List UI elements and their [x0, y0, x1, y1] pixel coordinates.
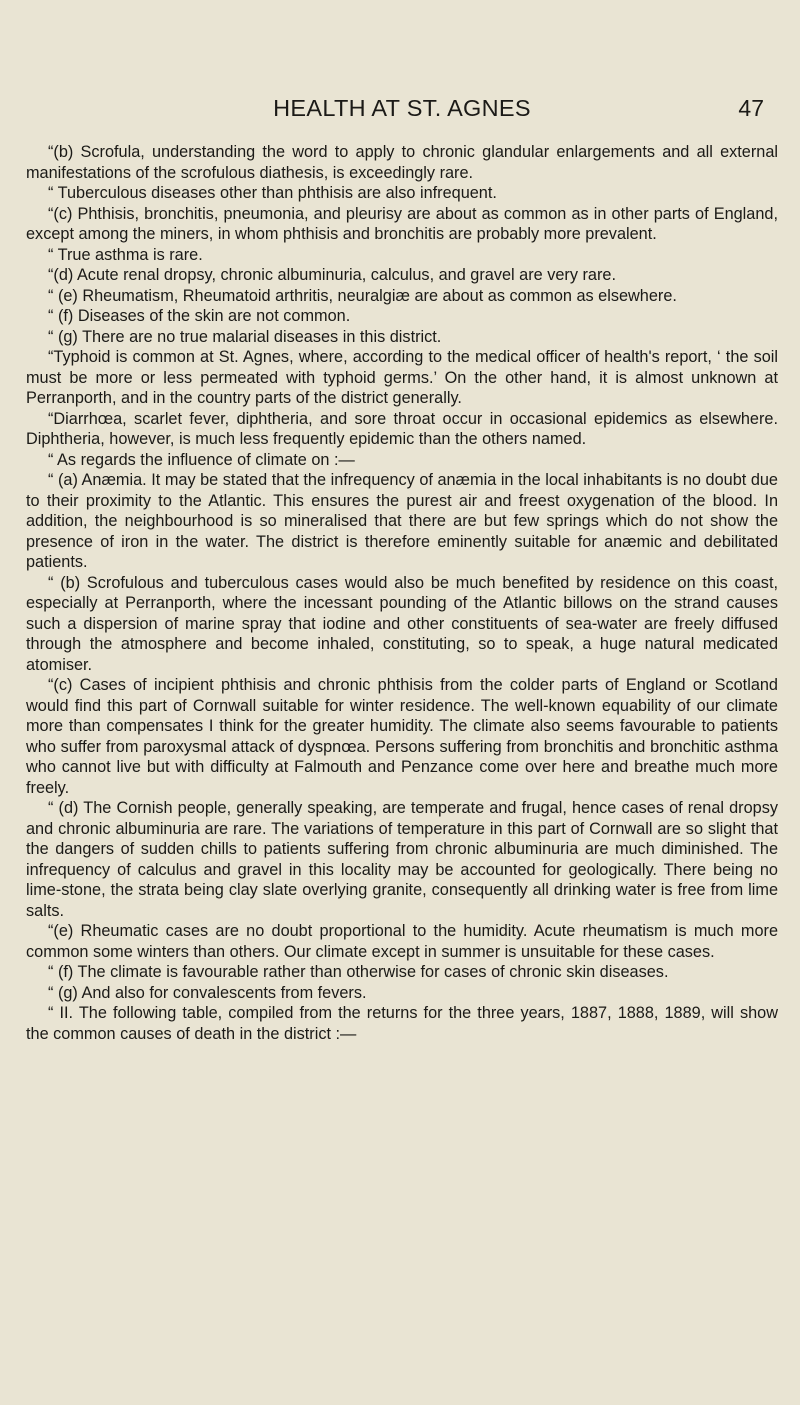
paragraph-phthisis: “(c) Phthisis, bronchitis, pneumonia, and pleurisy are about as common as in other parts of England, except among the miners, in whom phthisis and bronchitis are probably more prevalent. — [26, 204, 778, 243]
running-head — [26, 92, 778, 124]
paragraph-diarrhoea: “Diarrhœa, scarlet fever, diphtheria, and sore throat occur in occasional epidemics as elsewhere. Diphtheria, however, is much less frequently epidemic than the others named. — [26, 409, 778, 448]
page-number: 47 — [738, 95, 764, 121]
paragraph-tuberculous: “ Tuberculous diseases other than phthisis are also infrequent. — [48, 184, 497, 202]
paragraph-rheumatism: “ (e) Rheumatism, Rheumatoid arthritis, neuralgiæ are about as common as elsewhere. — [48, 286, 677, 305]
paragraph-convalescents: “ (g) And also for convalescents from fevers. — [48, 983, 367, 1002]
paragraph-table-intro: “ II. The following table, compiled from the returns for the three years, 1887, 1888, 1889, will show the common causes of death in the district :— — [26, 1004, 778, 1043]
paragraph-skin-cases: “ (f) The climate is favourable rather than otherwise for cases of chronic skin diseases. — [48, 963, 669, 981]
paragraph-rheumatic-cases: “(e) Rheumatic cases are no doubt proportional to the humidity. Acute rheumatism is much more common some winters than others. Our climate except in summer is unsuitable for these cases. — [26, 922, 778, 961]
paragraph-phthisis-cases: “(c) Cases of incipient phthisis and chronic phthisis from the colder parts of England or Scotland would find this part of Cornwall suitable for winter residence. The well-known equability of our climate more than compensates I think for the greater humidity. The climate also seems favourable to patients who suffer from paroxysmal attack of dyspnœa. Persons suffering from bronchitis and bronchitic asthma who cannot live but with difficulty at Falmouth and Penzance come over here and breathe much more freely. — [26, 676, 778, 797]
paragraph-skin: “ (f) Diseases of the skin are not common. — [48, 307, 351, 325]
paragraph-anaemia: “ (a) Anæmia. It may be stated that the infrequency of anæmia in the local inhabitants is no doubt due to their proximity to the Atlantic. This ensures the purest air and freest oxygenation of the blood. In addition, the neighbourhood is so mineralised that there are but few springs which do not show the presence of iron in the water. The district is therefore eminently suitable for anæmic and debilitated patients. — [26, 471, 778, 571]
running-title: HEALTH AT ST. AGNES — [273, 95, 531, 121]
paragraph-cornish-people: “ (d) The Cornish people, generally speaking, are temperate and frugal, hence cases of renal dropsy and chronic albuminuria are rare. The variations of temperature in this part of Cornwall are so slight that the dangers of sudden chills to patients suffering from chronic albuminuria are much diminished. The infrequency of calculus and gravel in this locality may be accounted for geologically. There being no lime-stone, the strata being clay slate overlying granite, consequently all drinking water is free from lime salts. — [26, 799, 778, 920]
paragraph-renal: “(d) Acute renal dropsy, chronic albuminuria, calculus, and gravel are very rare. — [48, 266, 616, 284]
paragraph-scrofulous-cases: “ (b) Scrofulous and tuberculous cases would also be much benefited by residence on this coast, especially at Perranporth, where the incessant pounding of the Atlantic billows on the strand causes such a dispersion of marine spray that iodine and other constituents of sea-water are freely diffused through the atmosphere and become inhaled, constituting, so to speak, a huge natural medicated atomiser. — [26, 573, 778, 674]
body-text — [26, 142, 778, 1044]
paragraph-climate-intro: “ As regards the influence of climate on :— — [48, 450, 355, 469]
paragraph-scrofula: “(b) Scrofula, understanding the word to apply to chronic glandular enlargements and all external manifestations of the scrofulous diathesis, is exceedingly rare. — [26, 143, 778, 182]
paragraph-asthma: “ True asthma is rare. — [48, 245, 203, 264]
paragraph-malarial: “ (g) There are no true malarial diseases in this district. — [48, 327, 442, 346]
paragraph-typhoid: “Typhoid is common at St. Agnes, where, according to the medical officer of health's report, ‘ the soil must be more or less permeated with typhoid germs.’ On the other hand, it is almost unknown at Perranporth, and in the country parts of the district generally. — [26, 348, 778, 407]
